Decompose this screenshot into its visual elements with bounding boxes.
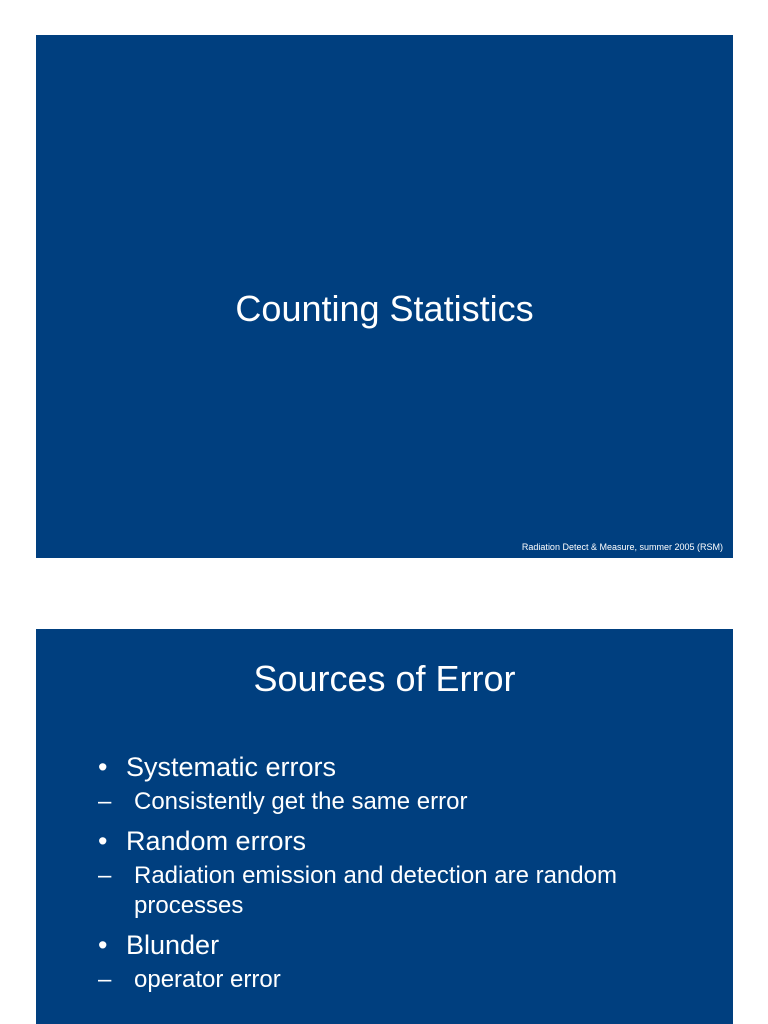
slide-title: Counting Statistics [235,288,534,329]
bullet-marker: • [98,930,108,960]
bullet-marker: • [98,752,108,782]
bullet-list [98,749,693,1001]
bullet-text: Systematic errors [126,752,337,782]
content-slide [36,629,733,1024]
sub-bullet-item [98,861,693,921]
slide-title: Sources of Error [253,658,516,699]
sub-bullet-text: Consistently get the same error [134,788,468,815]
sub-bullet-marker: – [98,788,112,815]
title-slide [36,35,733,558]
bullet-item [98,823,693,859]
bullet-item [98,927,693,963]
bullet-text: Blunder [126,930,220,960]
sub-bullet-marker: – [98,966,112,993]
sub-bullet-item [98,787,693,817]
sub-bullet-text: Radiation emission and detection are random processes [134,862,617,919]
sub-bullet-marker: – [98,862,112,889]
slide-footer: Radiation Detect & Measure, summer 2005 (RSM) [521,542,723,552]
bullet-item [98,749,693,785]
bullet-text: Random errors [126,826,307,856]
sub-bullet-text: operator error [134,966,281,993]
sub-bullet-item [98,965,693,995]
bullet-marker: • [98,826,108,856]
